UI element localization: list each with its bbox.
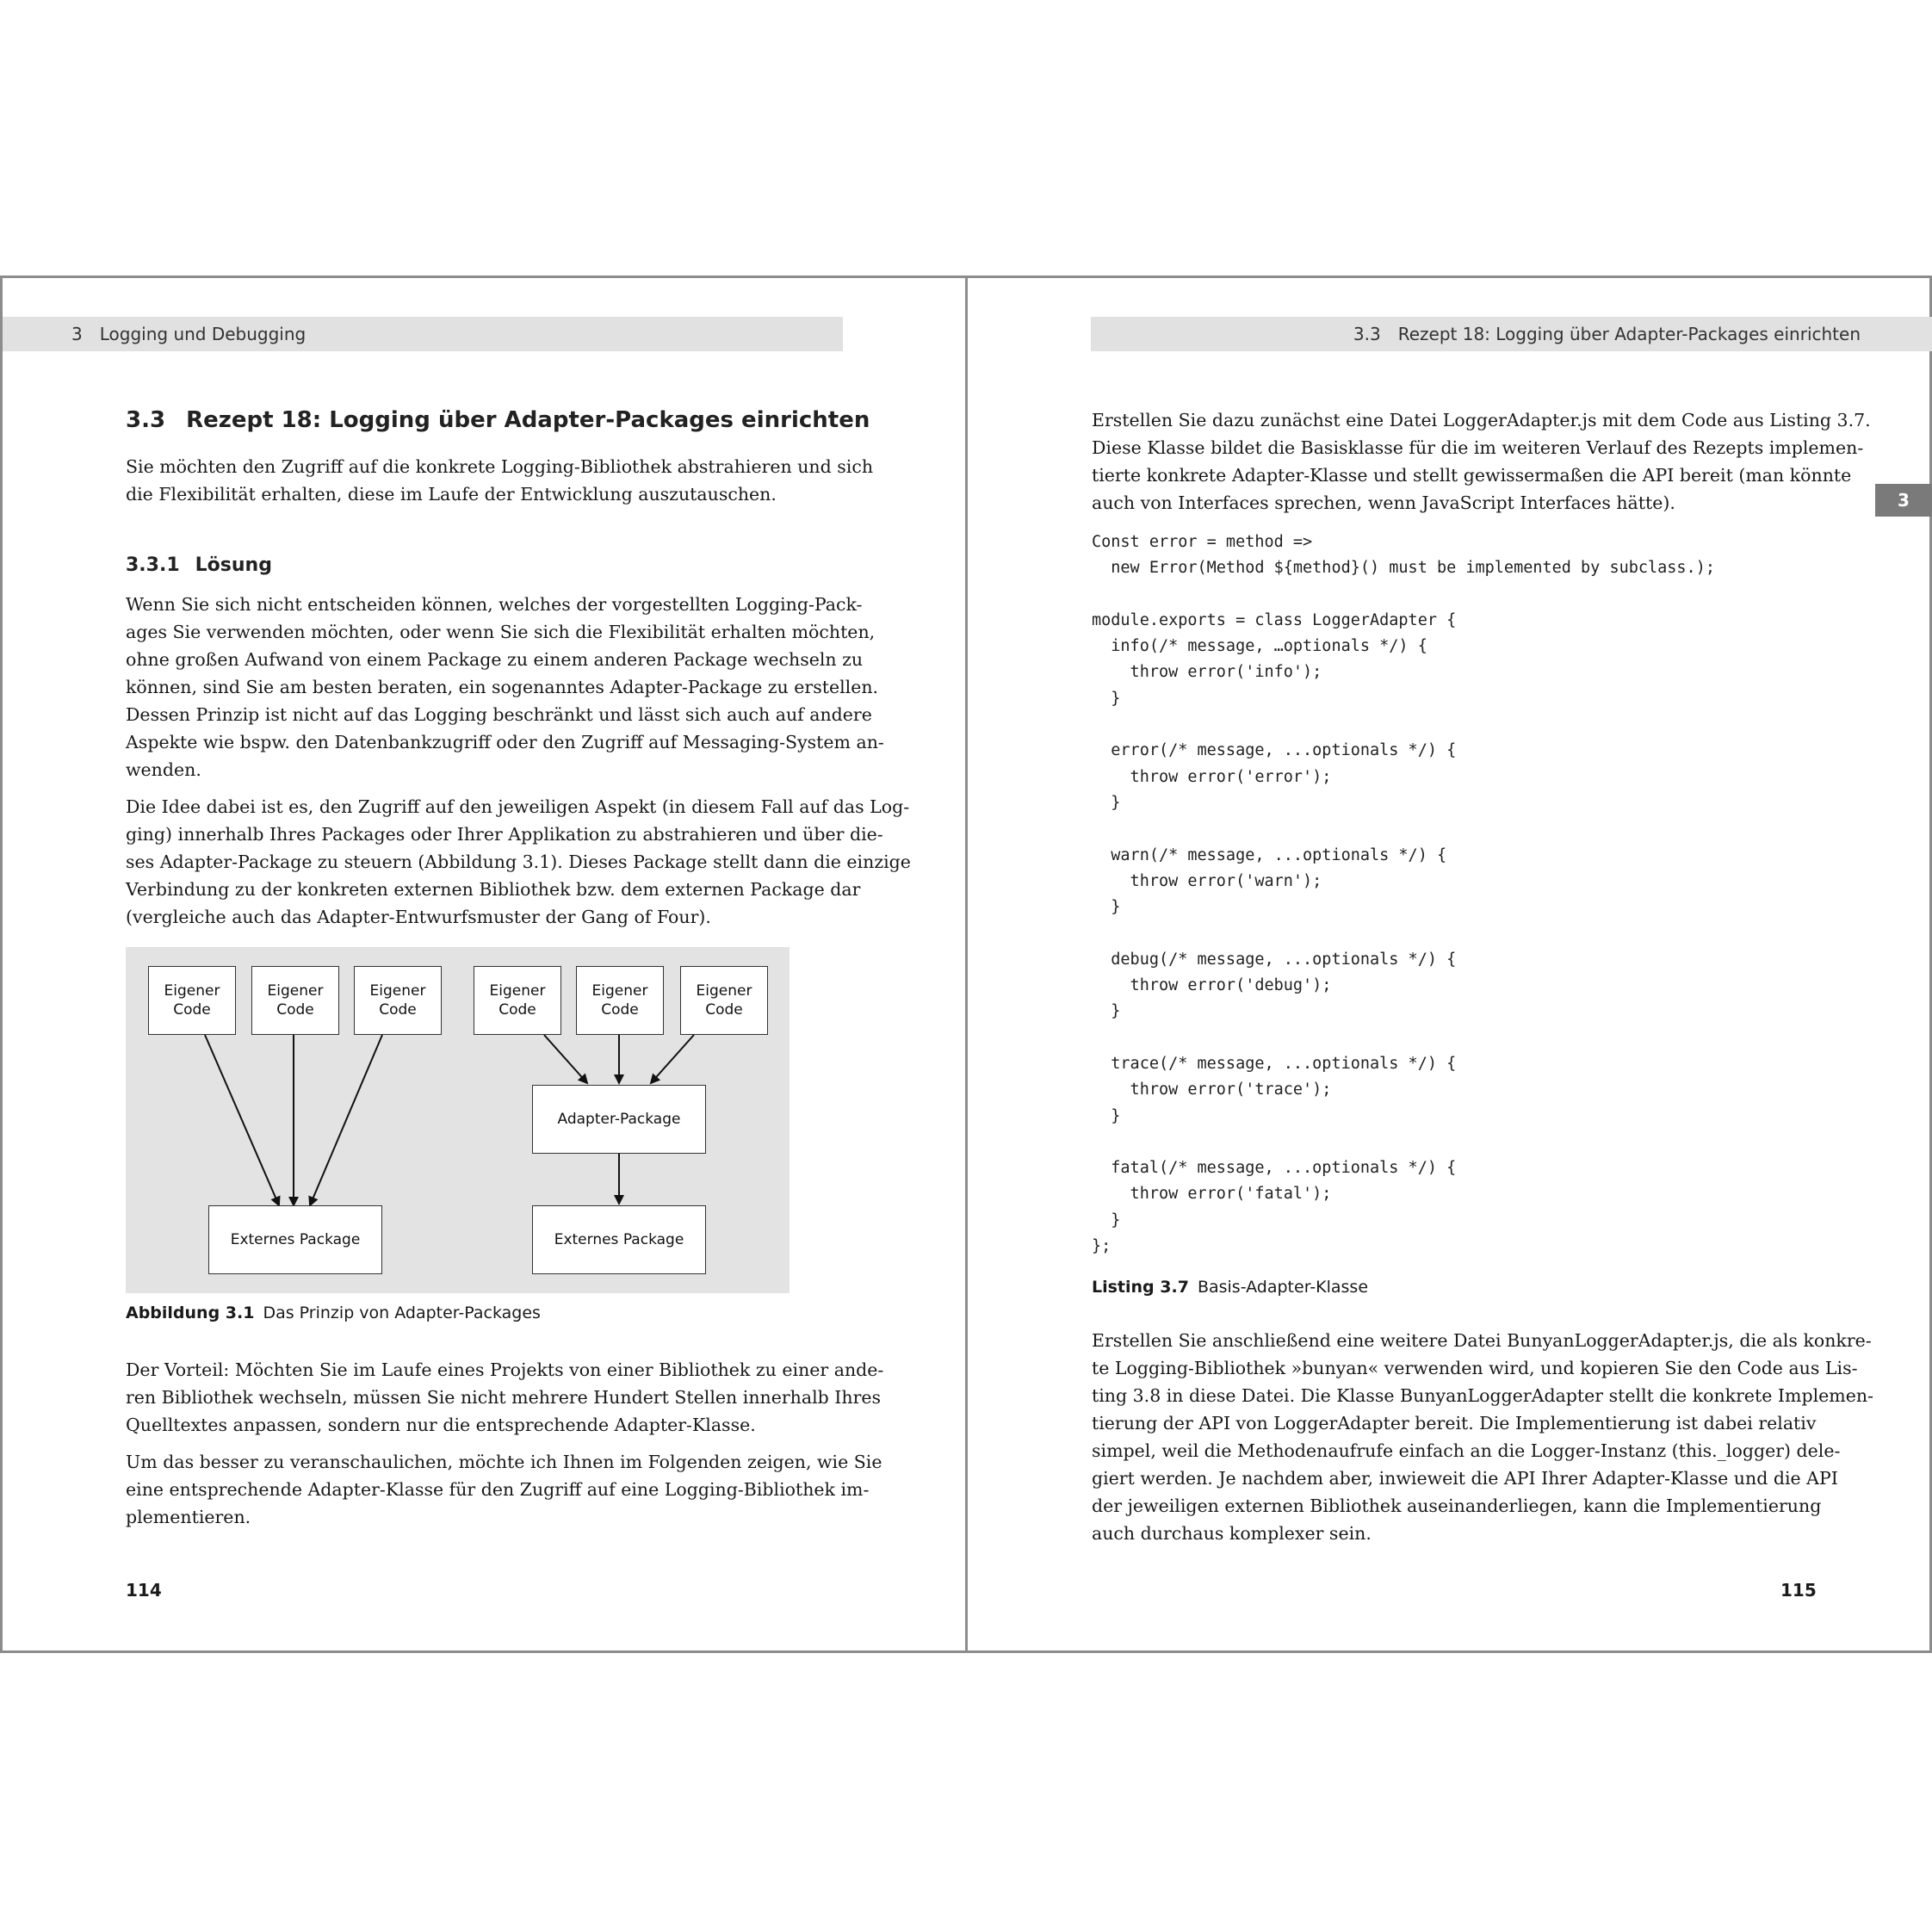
code-line: } — [1092, 1106, 1121, 1125]
code-line: throw error('fatal'); — [1092, 1185, 1332, 1204]
paragraph-advantage — [126, 1356, 884, 1439]
code-line — [1092, 582, 1715, 608]
paragraph-idea — [126, 793, 911, 931]
subsection-title: Lösung — [195, 554, 272, 576]
figure-caption-text: Das Prinzip von Adapter-Packages — [263, 1303, 541, 1322]
own-code-box: Eigener Code — [680, 966, 768, 1035]
code-line: throw error('debug'); — [1092, 976, 1332, 995]
text-line: Verbindung zu der konkreten externen Bibliothek bzw. dem externen Package dar — [126, 879, 861, 900]
intro-paragraph — [126, 453, 874, 508]
text-line: tierung der API von LoggerAdapter bereit. Die Implementierung ist dabei relativ — [1092, 1413, 1817, 1434]
code-line: module.exports = class LoggerAdapter { — [1092, 610, 1457, 629]
text-line: Wenn Sie sich nicht entscheiden können, welches der vorgestellten Logging-Pack- — [126, 594, 863, 615]
code-line: Const error = method => — [1092, 533, 1313, 551]
code-line: info(/* message, …optionals */) { — [1092, 637, 1427, 656]
external-package-box: Externes Package — [208, 1205, 382, 1274]
external-package-box: Externes Package — [532, 1205, 706, 1274]
text-line: ting 3.8 in diese Datei. Die Klasse BunyanLoggerAdapter stellt die konkrete Implemen- — [1092, 1385, 1873, 1406]
listing-caption — [1092, 1278, 1368, 1297]
text-line: Dessen Prinzip ist nicht auf das Logging beschränkt und lässt sich auch auf andere — [126, 704, 872, 725]
running-head-left — [3, 317, 843, 351]
text-line: ohne großen Aufwand von einem Package zu einem anderen Package wechseln zu — [126, 649, 864, 670]
code-line: throw error('info'); — [1092, 663, 1322, 682]
paragraph-bunyan — [1092, 1327, 1873, 1547]
running-head-right — [1091, 317, 1932, 351]
code-line: } — [1092, 898, 1121, 917]
text-line: Diese Klasse bildet die Basisklasse für die im weiteren Verlauf des Rezepts implemen- — [1092, 437, 1864, 458]
arrow — [651, 1035, 694, 1083]
code-line: throw error('error'); — [1092, 767, 1332, 786]
code-line: }; — [1092, 1237, 1112, 1256]
chapter-tab-marker: 3 — [1875, 484, 1932, 517]
text-line: auch von Interfaces sprechen, wenn JavaScript Interfaces hätte). — [1092, 492, 1675, 513]
text-line: Der Vorteil: Möchten Sie im Laufe eines Projekts von einer Bibliothek zu einer ande- — [126, 1359, 884, 1380]
paragraph-create-file — [1092, 406, 1871, 517]
text-line: plementieren. — [126, 1507, 251, 1527]
own-code-box: Eigener Code — [576, 966, 664, 1035]
arrow — [544, 1035, 587, 1083]
section-title: Rezept 18: Logging über Adapter-Packages einrichten — [186, 407, 870, 433]
code-line: throw error('warn'); — [1092, 871, 1322, 890]
code-line — [1092, 712, 1715, 738]
code-listing — [1092, 529, 1715, 1260]
text-line: Aspekte wie bspw. den Datenbankzugriff oder den Zugriff auf Messaging-System an- — [126, 732, 884, 752]
subsection-heading — [126, 554, 272, 576]
running-head-chapter-title: Logging und Debugging — [99, 324, 307, 344]
code-line — [1092, 816, 1715, 842]
text-line: Quelltextes anpassen, sondern nur die entsprechende Adapter-Klasse. — [126, 1415, 756, 1435]
code-line: } — [1092, 793, 1121, 812]
paragraph-solution — [126, 591, 884, 783]
running-head-chapter-number: 3 — [71, 324, 83, 344]
page-number-left: 114 — [126, 1580, 162, 1601]
running-head-section-number: 3.3 — [1353, 324, 1381, 344]
text-line: eine entsprechende Adapter-Klasse für den Zugriff auf eine Logging-Bibliothek im- — [126, 1479, 870, 1500]
text-line: ages Sie verwenden möchten, oder wenn Sie sich die Flexibilität erhalten möchten, — [126, 622, 876, 642]
figure-adapter-diagram — [126, 947, 790, 1293]
text-line: Sie möchten den Zugriff auf die konkrete Logging-Bibliothek abstrahieren und sich — [126, 456, 874, 477]
figure-caption — [126, 1303, 541, 1322]
own-code-box: Eigener Code — [251, 966, 339, 1035]
code-line: error(/* message, ...optionals */) { — [1092, 741, 1457, 760]
listing-caption-number: Listing 3.7 — [1092, 1278, 1189, 1297]
arrow — [205, 1035, 279, 1205]
code-line: debug(/* message, ...optionals */) { — [1092, 950, 1457, 969]
code-line: trace(/* message, ...optionals */) { — [1092, 1054, 1457, 1073]
text-line: ging) innerhalb Ihres Packages oder Ihrer Applikation zu abstrahieren und über die- — [126, 824, 883, 845]
text-line: Die Idee dabei ist es, den Zugriff auf den jeweiligen Aspekt (in diesem Fall auf das Log- — [126, 796, 910, 817]
text-line: Erstellen Sie anschließend eine weitere Datei BunyanLoggerAdapter.js, die als konkre- — [1092, 1330, 1872, 1351]
text-line: können, sind Sie am besten beraten, ein sogenanntes Adapter-Package zu erstellen. — [126, 677, 879, 697]
code-line: new Error(Method ${method}() must be implemented by subclass.); — [1092, 559, 1715, 578]
text-line: (vergleiche auch das Adapter-Entwurfsmuster der Gang of Four). — [126, 907, 711, 927]
code-line — [1092, 920, 1715, 946]
text-line: ren Bibliothek wechseln, müssen Sie nicht mehrere Hundert Stellen innerhalb Ihres — [126, 1387, 882, 1408]
code-line: } — [1092, 1211, 1121, 1229]
code-line: fatal(/* message, ...optionals */) { — [1092, 1159, 1457, 1178]
text-line: tierte konkrete Adapter-Klasse und stellt gewissermaßen die API bereit (man könnte — [1092, 465, 1852, 486]
section-heading — [126, 407, 870, 433]
text-line: ses Adapter-Package zu steuern (Abbildung 3.1). Dieses Package stellt dann die einzige — [126, 851, 911, 872]
figure-caption-number: Abbildung 3.1 — [126, 1303, 255, 1322]
code-line: warn(/* message, ...optionals */) { — [1092, 845, 1447, 864]
code-line — [1092, 1130, 1715, 1155]
section-number: 3.3 — [126, 407, 166, 433]
text-line: te Logging-Bibliothek »bunyan« verwenden wird, und kopieren Sie den Code aus Lis- — [1092, 1358, 1858, 1378]
code-line — [1092, 1025, 1715, 1051]
own-code-box: Eigener Code — [148, 966, 236, 1035]
code-line: throw error('trace'); — [1092, 1081, 1332, 1099]
text-line: der jeweiligen externen Bibliothek auseinanderliegen, kann die Implementierung — [1092, 1495, 1822, 1516]
text-line: die Flexibilität erhalten, diese im Laufe der Entwicklung auszutauschen. — [126, 484, 777, 505]
paragraph-illustrate — [126, 1448, 882, 1531]
arrow — [310, 1035, 382, 1205]
running-head-section-title: Rezept 18: Logging über Adapter-Packages einrichten — [1397, 324, 1861, 344]
code-line: } — [1092, 689, 1121, 708]
text-line: Um das besser zu veranschaulichen, möchte ich Ihnen im Folgenden zeigen, wie Sie — [126, 1452, 882, 1472]
own-code-box: Eigener Code — [474, 966, 561, 1035]
text-line: wenden. — [126, 759, 201, 780]
text-line: simpel, weil die Methodenaufrufe einfach an die Logger-Instanz (this._logger) dele- — [1092, 1440, 1841, 1461]
text-line: Erstellen Sie dazu zunächst eine Datei LoggerAdapter.js mit dem Code aus Listing 3.7. — [1092, 410, 1871, 430]
code-line: } — [1092, 1002, 1121, 1021]
page-number-right: 115 — [1780, 1580, 1817, 1601]
text-line: auch durchaus komplexer sein. — [1092, 1523, 1372, 1544]
listing-caption-text: Basis-Adapter-Klasse — [1197, 1278, 1369, 1297]
adapter-package-box: Adapter-Package — [532, 1085, 706, 1154]
text-line: giert werden. Je nachdem aber, inwieweit die API Ihrer Adapter-Klasse und die API — [1092, 1468, 1838, 1489]
own-code-box: Eigener Code — [354, 966, 442, 1035]
subsection-number: 3.3.1 — [126, 554, 180, 576]
